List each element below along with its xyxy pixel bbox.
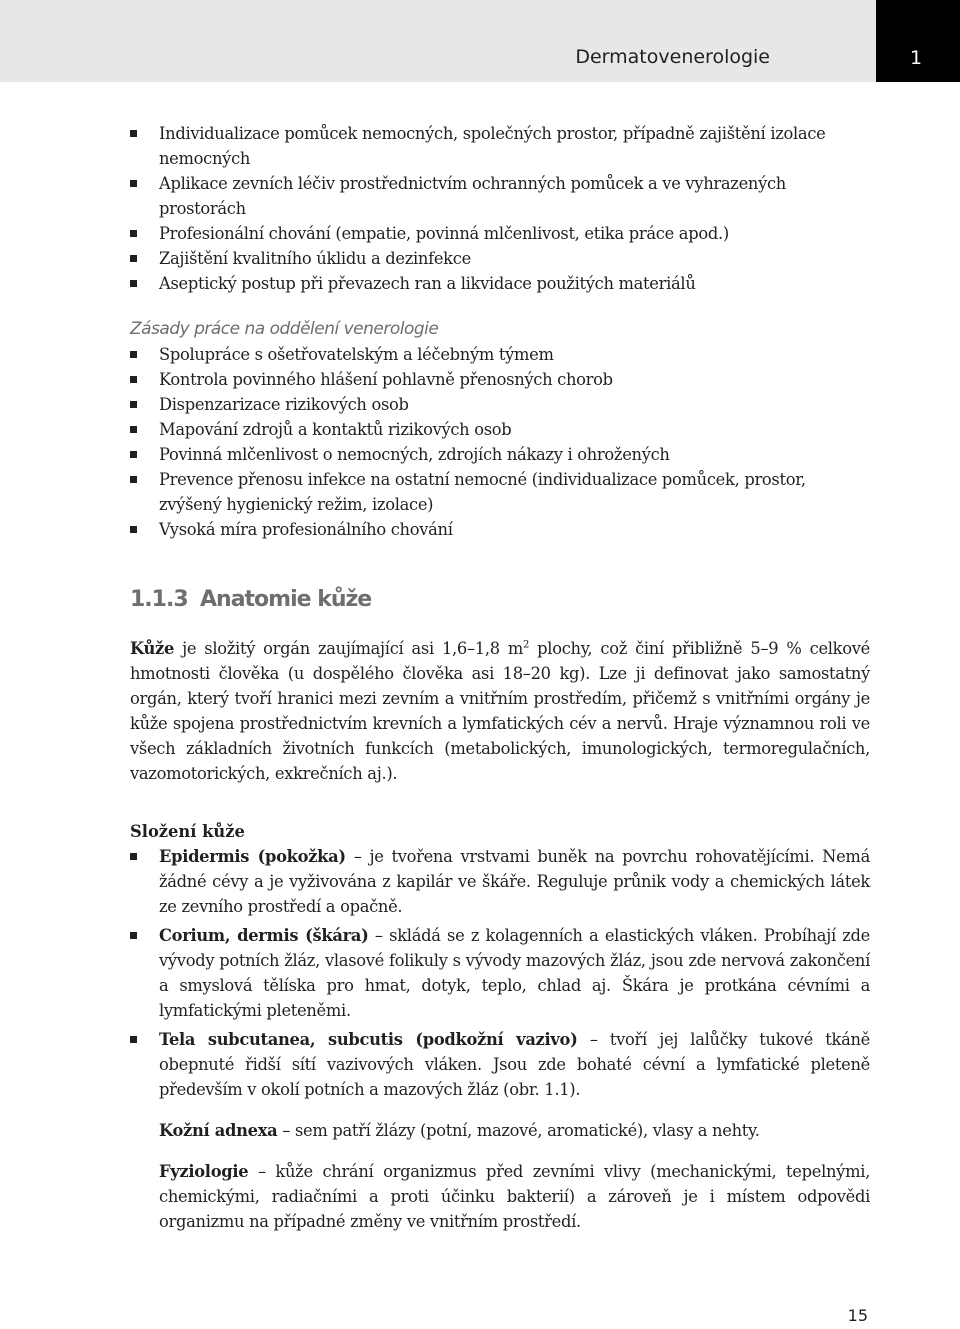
definition: – tvoří jej lalůčky tukové tkáně obepnuté řidší sítí vazivových vláken. Jsou zde bohaté cévní a lymfatické pleteně především v okolí potních a mazových žláz (obr. 1.1). xyxy=(159,1030,870,1099)
list-item xyxy=(130,923,870,1023)
section-heading xyxy=(130,585,870,615)
adnexa-paragraph xyxy=(159,1118,870,1143)
list-item: Aplikace zevních léčiv prostřednictvím ochranných pomůcek a ve vyhrazených prostorách xyxy=(130,171,870,221)
care-principles-list xyxy=(130,121,870,296)
venerology-subheading: Zásady práce na oddělení venerologie xyxy=(130,319,439,339)
list-item: Mapování zdrojů a kontaktů rizikových osob xyxy=(130,417,870,442)
physiology-paragraph xyxy=(159,1159,870,1234)
term: Kožní adnexa xyxy=(159,1121,278,1140)
list-item: Profesionální chování (empatie, povinná mlčenlivost, etika práce apod.) xyxy=(130,221,870,246)
list-item: Povinná mlčenlivost o nemocných, zdrojích nákazy i ohrožených xyxy=(130,442,870,467)
page-number: 15 xyxy=(847,1306,868,1325)
list-item xyxy=(130,1027,870,1102)
definition: – sem patří žlázy (potní, mazové, aromatické), vlasy a nehty. xyxy=(277,1121,760,1140)
list-item: Kontrola povinného hlášení pohlavně přenosných chorob xyxy=(130,367,870,392)
section-number: 1.1.3 xyxy=(130,587,188,612)
term: Corium, dermis (škára) xyxy=(159,926,369,945)
list-item: Spolupráce s ošetřovatelským a léčebným týmem xyxy=(130,342,870,367)
chapter-tab xyxy=(876,0,960,82)
intro-term: Kůže xyxy=(130,639,175,658)
term: Epidermis (pokožka) xyxy=(159,847,346,866)
list-item: Prevence přenosu infekce na ostatní nemocné (individualizace pomůcek, prostor, zvýšený hygienický režim, izolace) xyxy=(130,467,870,517)
intro-text: je složitý orgán zaujímající asi 1,6–1,8 m xyxy=(174,639,524,658)
definition: – je tvořena vrstvami buněk na povrchu rohovatějícími. Nemá žádné cévy a je vyživována z kapilár ve škáře. Reguluje průnik vody a chemických látek ze zevního prostředí a opačně. xyxy=(159,847,870,916)
list-item: Vysoká míra profesionálního chování xyxy=(130,517,870,542)
list-item: Zajištění kvalitního úklidu a dezinfekce xyxy=(130,246,870,271)
running-header xyxy=(0,0,876,82)
venerology-list xyxy=(130,342,870,542)
list-item xyxy=(130,844,870,919)
superscript: 2 xyxy=(523,639,530,651)
intro-paragraph xyxy=(130,636,870,786)
page-content xyxy=(130,121,870,1234)
running-title: Dermatovenerologie xyxy=(575,46,770,68)
list-item: Aseptický postup při převazech ran a likvidace použitých materiálů xyxy=(130,271,870,296)
list-item: Dispenzarizace rizikových osob xyxy=(130,392,870,417)
section-title: Anatomie kůže xyxy=(200,587,372,612)
term: Fyziologie xyxy=(159,1162,249,1181)
definition: – skládá se z kolagenních a elastických vláken. Probíhají zde vývody potních žláz, vlasové folikuly s vývody mazových žláz, jsou zde nervová zakončení a smyslová tělíska pro hmat, dotyk, teplo, chlad aj. Škára je protkána cévními a lymfatickými pleteněmi. xyxy=(159,926,870,1020)
skin-layers-list xyxy=(130,844,870,1102)
intro-text-continued: plochy, což činí přibližně 5–9 % celkové hmotnosti člověka (u dospělého člověka asi 18–20 kg). Lze ji definovat jako samostatný orgán, který tvoří hranici mezi zevním a vnitřním prostředím, přičemž s vnitřními orgány je kůže spojena prostřednictvím krevních a lymfatických cév a nervů. Hraje významnou roli ve všech základních životních funkcích (metabolických, imunologických, termoregulačních, vazomotorických, exkrečních aj.). xyxy=(130,639,870,783)
chapter-number: 1 xyxy=(910,47,923,69)
definition: – kůže chrání organizmus před zevními vlivy (mechanickými, tepelnými, chemickými, radiačními a proti účinku bakterií) a zároveň je i místem odpovědi organizmu na případné změny ve vnitřním prostředí. xyxy=(159,1162,870,1231)
list-item: Individualizace pomůcek nemocných, společných prostor, případně zajištění izolace nemocných xyxy=(130,121,870,171)
composition-heading: Složení kůže xyxy=(130,822,245,841)
term: Tela subcutanea, subcutis (podkožní vazivo) xyxy=(159,1030,578,1049)
